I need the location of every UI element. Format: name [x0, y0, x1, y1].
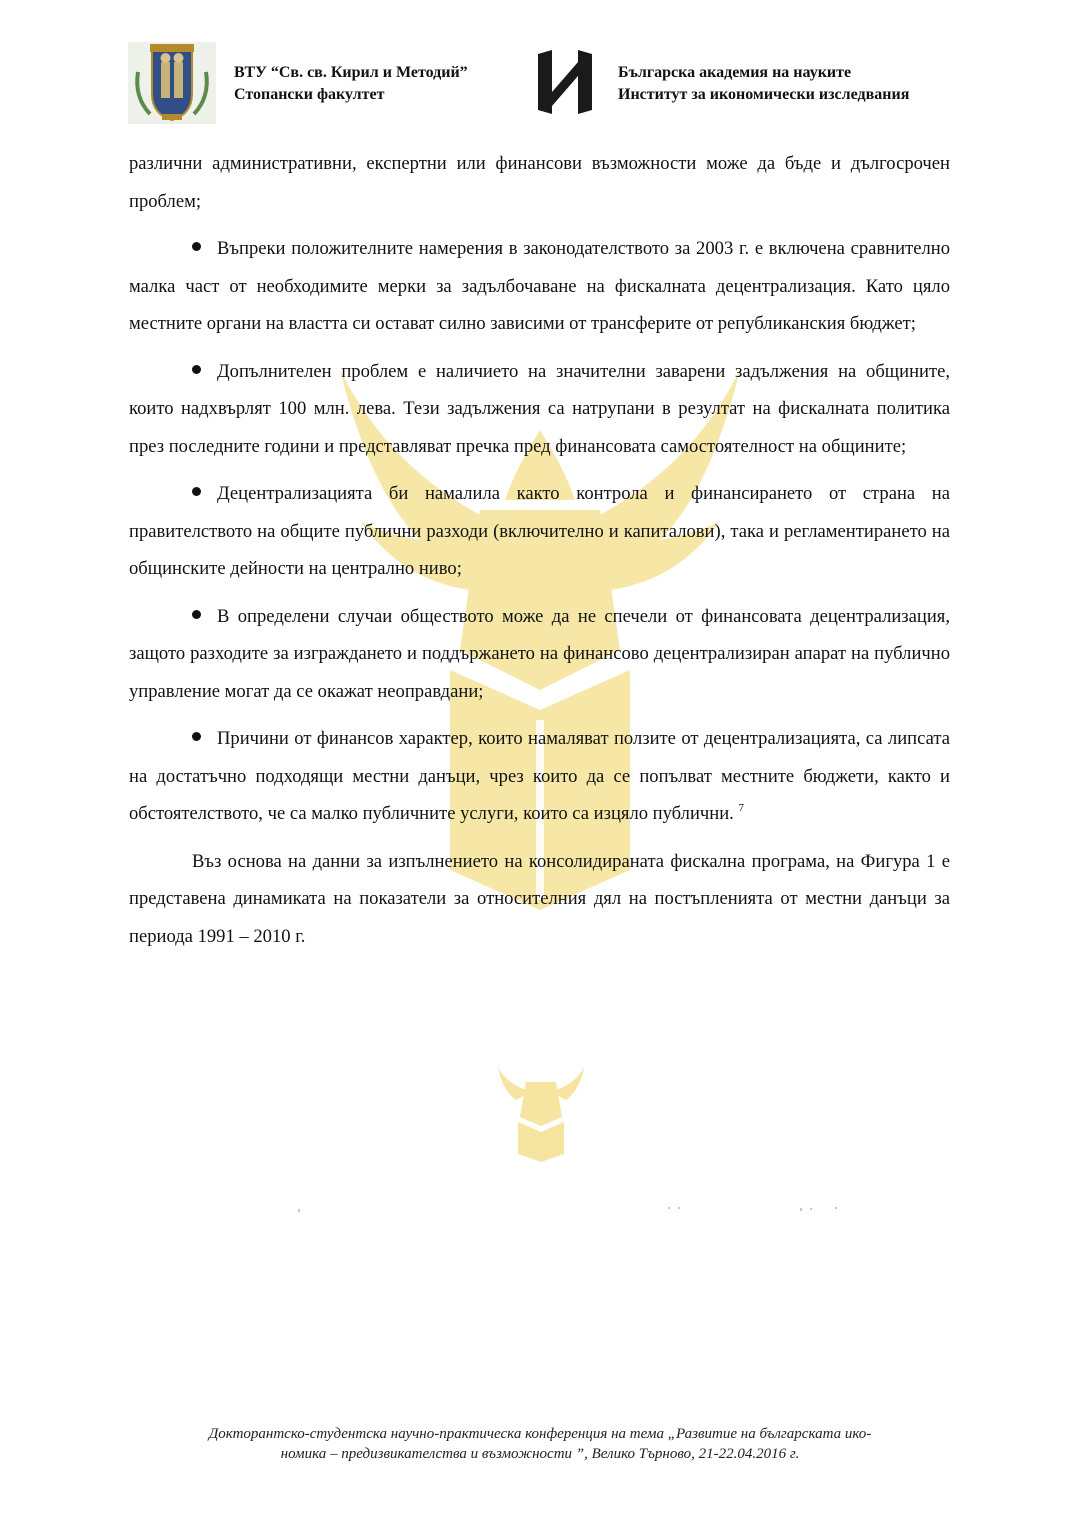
bullet-icon	[192, 242, 201, 251]
list-item-text: Допълнителен проблем е наличието на значителни заварени задължения на общините, които надхвърлят 100 млн. лева. Тези задължения са натрупани в резултат на фискалната политика през последните години и представляват пречка пред финансовата самостоятелност на общините;	[129, 360, 950, 457]
university-crest-icon	[128, 42, 216, 124]
bullet-icon	[192, 487, 201, 496]
list-item	[129, 720, 950, 833]
scan-specks	[290, 1205, 850, 1215]
list-item	[129, 598, 950, 711]
faculty-watermark-small-icon	[496, 1062, 586, 1162]
page-header	[0, 0, 1080, 130]
document-body	[129, 145, 950, 955]
list-item-text: В определени случаи обществото може да не спечели от финансовата децентрализация, защото разходите за изграждането и поддържането на финансово децентрализиран апарат на публично управление могат да се окажат неоправдани;	[129, 605, 950, 702]
institute-logo-icon	[536, 48, 594, 114]
footnote-reference[interactable]: 7	[738, 802, 744, 814]
closing-paragraph: Въз основа на данни за изпълнението на консолидираната фискална програма, на Фигура 1 е представена динамиката на показатели за относителния дял на постъпленията от местни данъци за периода 1991 – 2010 г.	[129, 850, 950, 947]
academy-name: Българска академия на науките	[618, 64, 852, 81]
university-name: ВТУ “Св. св. Кирил и Методий”	[234, 64, 468, 81]
continuation-paragraph: различни административни, експертни или финансови възможности може да бъде и дългосрочен проблем;	[129, 153, 950, 212]
institute-name: Институт за икономически изследвания	[618, 86, 910, 103]
bullet-icon	[192, 610, 201, 619]
header-right-text	[618, 62, 909, 106]
list-item-text: Децентрализацията би намалила както контрола и финансирането от страна на правителството на общите публични разходи (включително и капиталови), така и регламентирането на общинските дейности на централно ниво;	[129, 483, 950, 579]
list-item	[129, 353, 950, 466]
faculty-name: Стопански факултет	[234, 86, 385, 103]
page-footer	[120, 1424, 960, 1464]
list-item-text: Причини от финансов характер, които намаляват ползите от децентрализацията, са липсата на достатъчно подходящи местни данъци, чрез които да се попълват местните бюджети, както и обстоятелството, че са малко публичните услуги, които са изцяло публични.	[129, 728, 950, 824]
list-item-text: Въпреки положителните намерения в законодателството за 2003 г. е включена сравнително малка част от необходимите мерки за задълбочаване на фискалната децентрализация. Като цяло местните органи на властта си остават силно зависими от трансферите от републиканския бюджет;	[129, 238, 950, 334]
list-item	[129, 475, 950, 588]
footer-line-2: номика – предизвикателства и възможности ”, Велико Търново, 21-22.04.2016 г.	[280, 1446, 800, 1462]
bullet-icon	[192, 365, 201, 374]
header-left-text	[234, 62, 468, 106]
bullet-icon	[192, 732, 201, 741]
footer-line-1: Докторантско-студентска научно-практическа конференция на тема „Развитие на българската ико-	[208, 1426, 872, 1442]
list-item	[129, 230, 950, 343]
